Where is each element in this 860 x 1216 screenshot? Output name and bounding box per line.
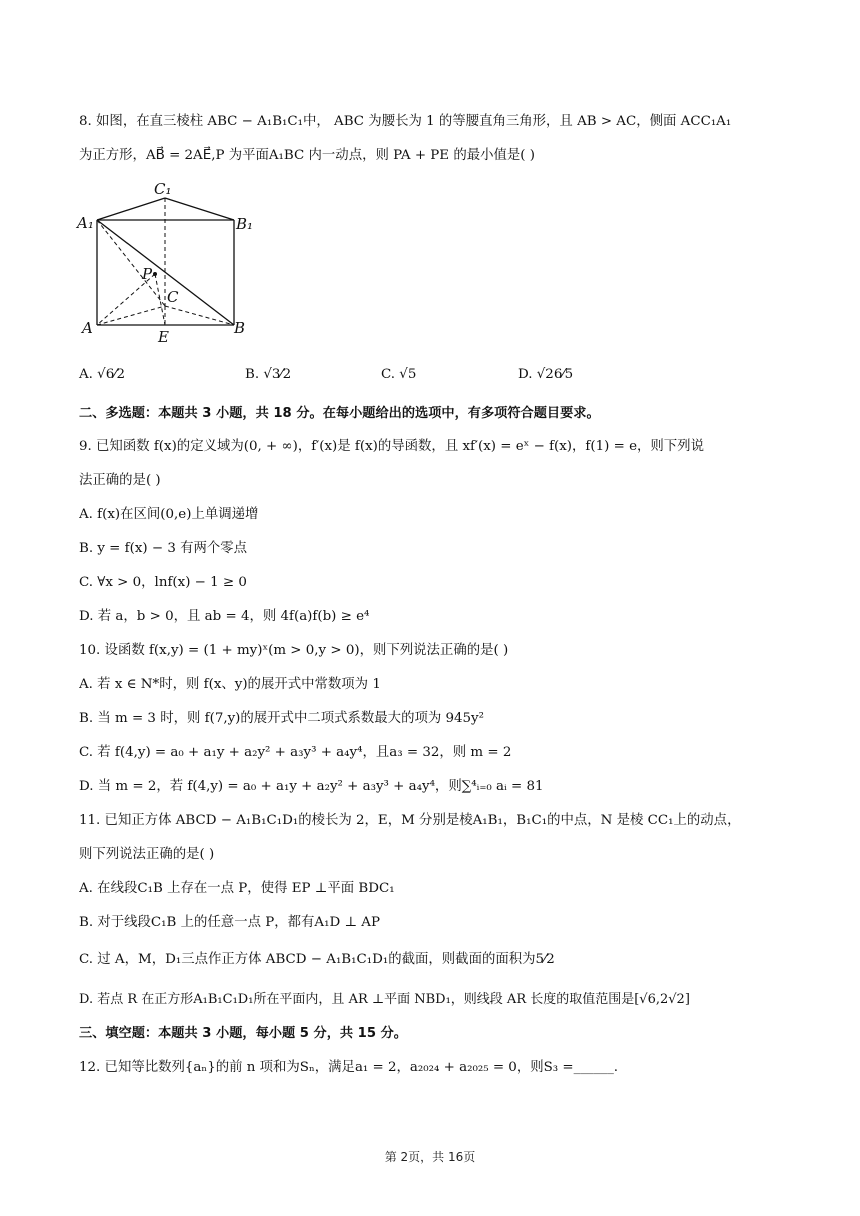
segment-a1-c: [97, 220, 165, 306]
q11-option-d: D. 若点 R 在正方形A₁B₁C₁D₁所在平面内，且 AR ⊥平面 NBD₁，则线段 AR 长度的取值范围是[√6,2√2]: [79, 992, 690, 1007]
prism-figure: [74, 178, 274, 348]
label-b1: B₁: [236, 215, 254, 233]
q11-line1: 11. 已知正方体 ABCD − A₁B₁C₁D₁的棱长为 2，E，M 分别是棱A₁B₁，B₁C₁的中点，N 是棱 CC₁上的动点，: [79, 813, 741, 828]
q8-option-d: D. √26⁄5: [518, 367, 574, 382]
section-heading-multiple-choice: 二、多选题：本题共 3 小题，共 18 分。在每小题给出的选项中，有多项符合题目要求。: [79, 406, 600, 421]
section-heading-fill-in: 三、填空题：本题共 3 小题，每小题 5 分，共 15 分。: [79, 1026, 407, 1041]
q8-options: [79, 360, 639, 390]
label-a1: A₁: [77, 214, 94, 232]
edge-a1-c1: [97, 198, 165, 220]
q9-option-b: B. y = f(x) − 3 有两个零点: [79, 541, 248, 556]
q10-option-d: D. 当 m = 2，若 f(4,y) = a₀ + a₁y + a₂y² + a₃y³ + a₄y⁴，则∑⁴ᵢ₌₀ aᵢ = 81: [79, 779, 544, 794]
label-a: A: [82, 319, 93, 337]
q11-option-b: B. 对于线段C₁B 上的任意一点 P，都有A₁D ⊥ AP: [79, 915, 380, 930]
q10-option-b: B. 当 m = 3 时，则 f(7,y)的展开式中二项式系数最大的项为 945y²: [79, 711, 484, 726]
page-footer: 第 2页，共 16页: [384, 1150, 476, 1164]
point-p: [153, 272, 157, 276]
label-c: C: [167, 288, 179, 306]
label-c1: C₁: [154, 180, 172, 198]
q10-line1: 10. 设函数 f(x,y) = (1 + my)ˣ(m > 0,y > 0)，则下列说法正确的是( ): [79, 643, 509, 658]
edge-c-b: [165, 306, 234, 325]
q10-option-a: A. 若 x ∈ N*时，则 f(x、y)的展开式中常数项为 1: [79, 677, 381, 692]
q8-line1: 8. 如图，在直三棱柱 ABC − A₁B₁C₁中， ABC 为腰长为 1 的等腰直角三角形，且 AB > AC，侧面 ACC₁A₁: [79, 114, 732, 129]
q8-option-a: A. √6⁄2: [79, 367, 125, 382]
edge-c1-b1: [165, 198, 234, 220]
q11-line2: 则下列说法正确的是( ): [79, 847, 215, 862]
q9-option-c: C. ∀x > 0，lnf(x) − 1 ≥ 0: [79, 575, 247, 590]
q11-option-c: C. 过 A，M，D₁三点作正方体 ABCD − A₁B₁C₁D₁的截面，则截面的面积为5⁄2: [79, 952, 555, 967]
q9-option-d: D. 若 a，b > 0，且 ab = 4，则 4f(a)f(b) ≥ e⁴: [79, 609, 370, 624]
q9-line1: 9. 已知函数 f(x)的定义域为(0, + ∞)，f′(x)是 f(x)的导函数，且 xf′(x) = eˣ − f(x)，f(1) = e，则下列说: [79, 439, 704, 454]
label-p: P: [142, 265, 153, 283]
q8-option-c: C. √5: [381, 367, 417, 382]
label-e: E: [158, 328, 169, 346]
q10-option-c: C. 若 f(4,y) = a₀ + a₁y + a₂y² + a₃y³ + a₄y⁴，且a₃ = 32，则 m = 2: [79, 745, 512, 760]
q8-option-b: B. √3⁄2: [245, 367, 292, 382]
q12-line1: 12. 已知等比数列{aₙ}的前 n 项和为Sₙ，满足a₁ = 2，a₂₀₂₄ + a₂₀₂₅ = 0，则S₃ =______.: [79, 1060, 619, 1075]
label-b: B: [234, 319, 246, 337]
q9-option-a: A. f(x)在区间(0,e)上单调递增: [79, 507, 259, 522]
prism-diagram: [74, 178, 274, 348]
q11-option-a: A. 在线段C₁B 上存在一点 P，使得 EP ⊥平面 BDC₁: [79, 881, 395, 896]
q9-line2: 法正确的是( ): [79, 473, 161, 488]
q8-line2: 为正方形，AB⃗ = 2AE⃗,P 为平面A₁BC 内一动点，则 PA + PE 的最小值是( ): [79, 148, 535, 163]
